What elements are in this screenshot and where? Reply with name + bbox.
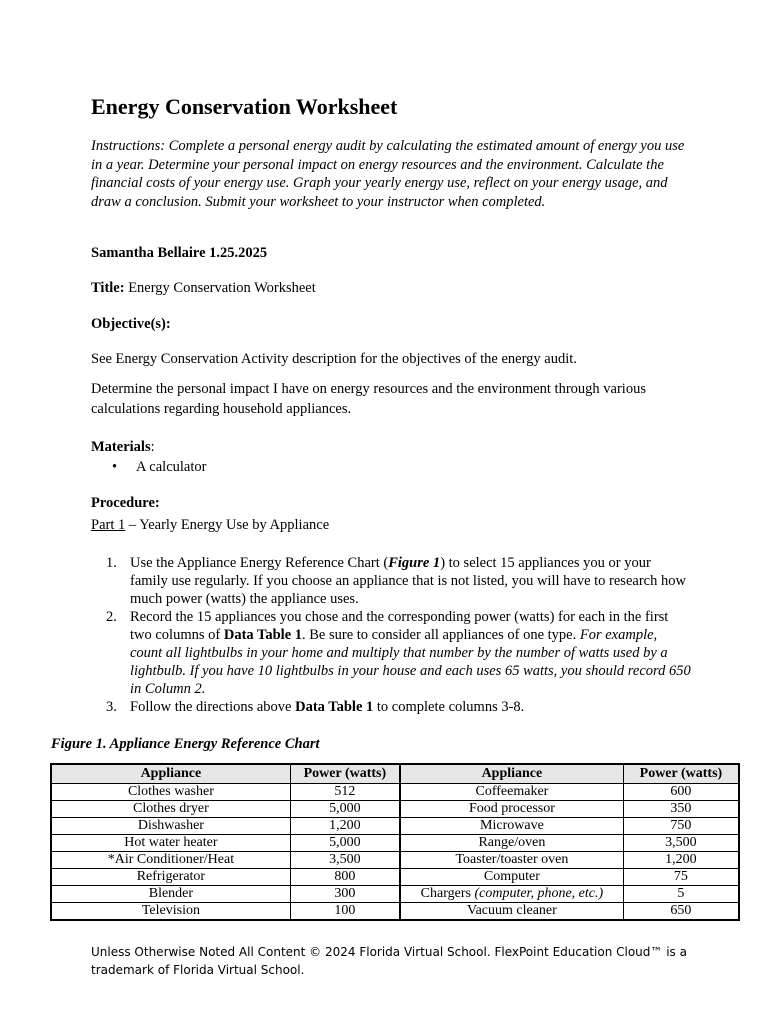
table-row xyxy=(51,869,739,886)
title-line xyxy=(91,279,691,297)
appliance-note: (computer, phone, etc.) xyxy=(474,886,604,901)
power-cell: 5 xyxy=(623,886,739,903)
materials-colon: : xyxy=(150,439,155,455)
table-row xyxy=(51,818,739,835)
appliance-cell: Computer xyxy=(400,869,623,886)
power-cell: 512 xyxy=(290,784,400,801)
appliance-cell: Clothes washer xyxy=(51,784,290,801)
appliance-cell: Vacuum cleaner xyxy=(400,903,623,921)
objectives-paragraph-2: Determine the personal impact I have on energy resources and the environment through various calculations regarding household appliances. xyxy=(91,381,646,417)
step-example: For example, count all lightbulbs in your home and multiply that number by the number of watts used by a lightbulb. If you have 10 lightbulbs in your house and each uses 65 watts, you should record 650 in Column 2. xyxy=(130,627,691,697)
materials-heading xyxy=(91,438,691,456)
procedure-steps xyxy=(91,554,691,716)
step-number: 1. xyxy=(106,555,117,571)
table-row xyxy=(51,886,739,903)
power-cell: 5,000 xyxy=(290,835,400,852)
power-cell: 600 xyxy=(623,784,739,801)
step-1 xyxy=(106,554,691,608)
list-item xyxy=(112,458,691,476)
appliance-cell xyxy=(400,886,623,903)
materials-list xyxy=(91,458,691,476)
appliance-cell: Television xyxy=(51,903,290,921)
title-label: Title: xyxy=(91,280,125,296)
worksheet-body xyxy=(91,92,691,716)
step-text: . Be sure to consider all appliances of one type. xyxy=(302,627,580,643)
appliance-cell: *Air Conditioner/Heat xyxy=(51,852,290,869)
step-text: ) to select 15 appliances you or your family use regularly. If you choose an appliance that is not listed, you will have to research how much power (watts) the appliance uses. xyxy=(130,555,686,607)
appliance-cell: Refrigerator xyxy=(51,869,290,886)
materials-heading-label: Materials xyxy=(91,439,151,455)
author-date-line: Samantha Bellaire 1.25.2025 xyxy=(91,245,268,261)
table-row xyxy=(51,852,739,869)
table-ref: Data Table 1 xyxy=(295,699,374,715)
power-cell: 800 xyxy=(290,869,400,886)
appliance-cell: Dishwasher xyxy=(51,818,290,835)
appliance-cell: Range/oven xyxy=(400,835,623,852)
column-header: Appliance xyxy=(51,764,290,784)
step-3 xyxy=(106,698,691,716)
step-text: Record the 15 appliances you chose and the corresponding power (watts) for each in the first two columns of xyxy=(130,609,669,643)
column-header: Appliance xyxy=(400,764,623,784)
appliance-reference-table xyxy=(50,763,740,921)
table-row xyxy=(51,801,739,818)
power-cell: 650 xyxy=(623,903,739,921)
material-label: A calculator xyxy=(136,459,207,475)
step-text: to complete columns 3-8. xyxy=(373,699,525,715)
copyright-footer: Unless Otherwise Noted All Content © 2024 Florida Virtual School. FlexPoint Education Cloud™ is a trademark of Florida Virtual School. xyxy=(91,945,687,977)
column-header: Power (watts) xyxy=(623,764,739,784)
power-cell: 300 xyxy=(290,886,400,903)
column-header: Power (watts) xyxy=(290,764,400,784)
appliance-cell: Clothes dryer xyxy=(51,801,290,818)
power-cell: 3,500 xyxy=(290,852,400,869)
appliance-cell: Hot water heater xyxy=(51,835,290,852)
objectives-paragraph-1: See Energy Conservation Activity description for the objectives of the energy audit. xyxy=(91,351,577,367)
objectives-heading: Objective(s): xyxy=(91,316,171,332)
power-cell: 75 xyxy=(623,869,739,886)
step-number: 3. xyxy=(106,699,117,715)
table-row xyxy=(51,784,739,801)
power-cell: 5,000 xyxy=(290,801,400,818)
part-1-heading xyxy=(91,516,691,534)
part-1-label: Part 1 xyxy=(91,517,126,533)
power-cell: 1,200 xyxy=(623,852,739,869)
step-text: Follow the directions above xyxy=(130,699,296,715)
figure-caption: Figure 1. Appliance Energy Reference Chart xyxy=(51,736,320,752)
appliance-cell: Toaster/toaster oven xyxy=(400,852,623,869)
step-number: 2. xyxy=(106,609,117,625)
page-title: Energy Conservation Worksheet xyxy=(91,94,398,119)
power-cell: 350 xyxy=(623,801,739,818)
table-row xyxy=(51,835,739,852)
step-2 xyxy=(106,608,691,698)
title-value: Energy Conservation Worksheet xyxy=(124,280,316,296)
bullet-icon: • xyxy=(112,459,118,475)
appliance-cell: Coffeemaker xyxy=(400,784,623,801)
appliance-cell: Blender xyxy=(51,886,290,903)
step-text: Use the Appliance Energy Reference Chart ( xyxy=(130,555,389,571)
power-cell: 3,500 xyxy=(623,835,739,852)
figure-ref: Figure 1 xyxy=(388,555,441,571)
appliance-name: Chargers xyxy=(420,886,475,901)
procedure-heading: Procedure: xyxy=(91,495,160,511)
power-cell: 1,200 xyxy=(290,818,400,835)
table-header-row xyxy=(51,764,739,784)
power-cell: 100 xyxy=(290,903,400,921)
appliance-cell: Microwave xyxy=(400,818,623,835)
power-cell: 750 xyxy=(623,818,739,835)
table-row xyxy=(51,903,739,921)
instructions-text: Instructions: Complete a personal energy audit by calculating the estimated amount of energy you use in a year. Determine your personal impact on energy resources and the environment. Calculate the financial costs of your energy use. Graph your yearly energy use, reflect on your energy usage, and draw a conclusion. Submit your worksheet to your instructor when completed. xyxy=(91,138,685,210)
table-ref: Data Table 1 xyxy=(223,627,303,643)
part-1-title: – Yearly Energy Use by Appliance xyxy=(125,517,330,533)
appliance-cell: Food processor xyxy=(400,801,623,818)
